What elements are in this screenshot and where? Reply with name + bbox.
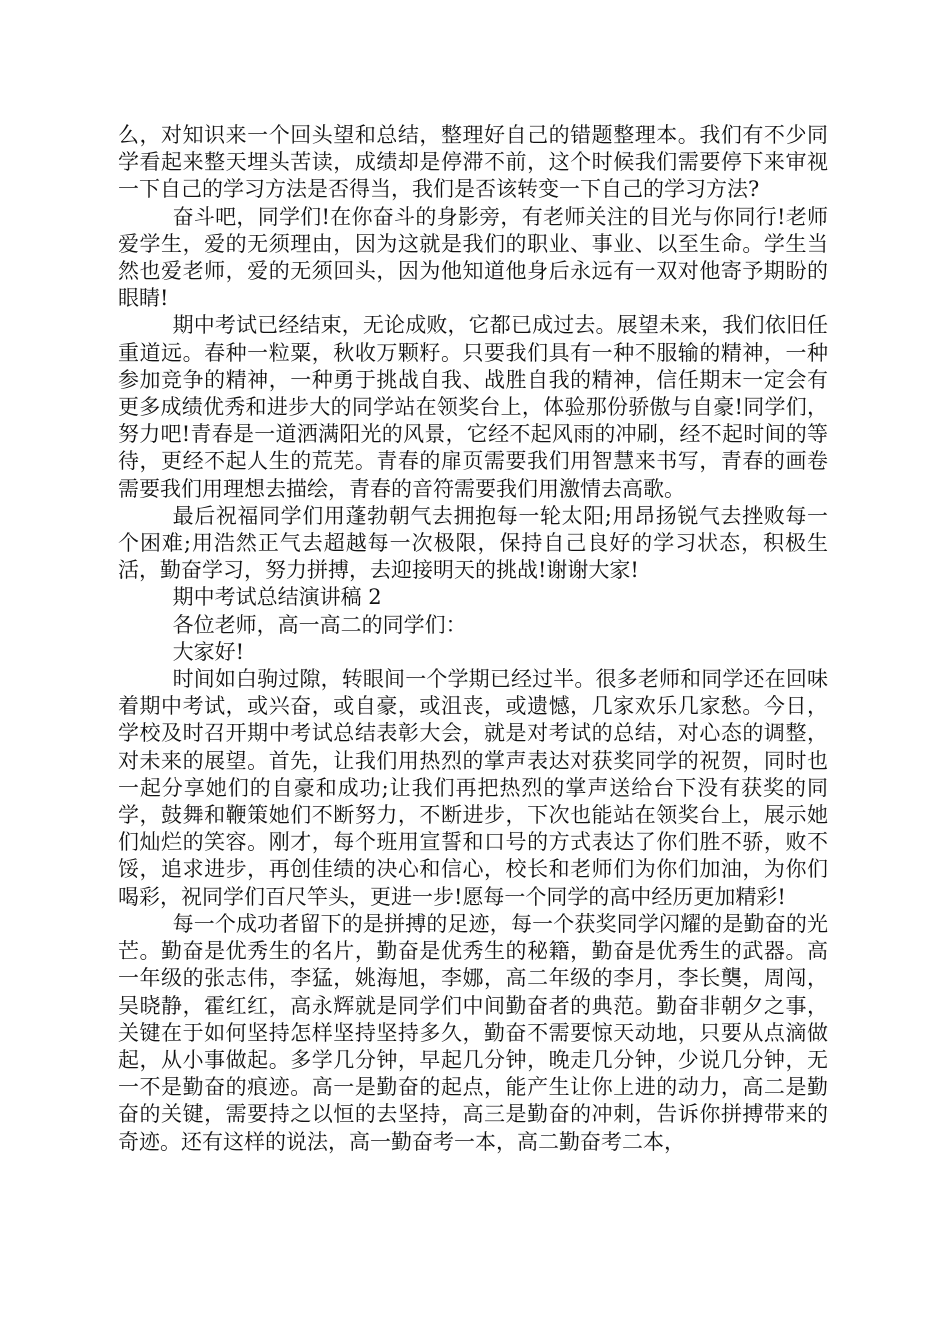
- document-page: [118, 122, 828, 1156]
- greeting: 大家好!: [172, 639, 245, 664]
- paragraph: 每一个成功者留下的是拼搏的足迹，每一个获奖同学闪耀的是勤奋的光芒。勤奋是优秀生的名片，勤奋是优秀生的秘籍，勤奋是优秀生的武器。高一年级的张志伟，李猛，姚海旭，李娜，高二年级的李月，李长龑，周闯，吴晓静，霍红红，高永辉就是同学们中间勤奋者的典范。勤奋非朝夕之事，关键在于如何坚持怎样坚持坚持多久，勤奋不需要惊天动地，只要从点滴做起，从小事做起。多学几分钟，早起几分钟，晚走几分钟，少说几分钟，无一不是勤奋的痕迹。高一是勤奋的起点，能产生让你上进的动力，高二是勤奋的关键，需要持之以恒的去坚持，高三是勤奋的冲刺，告诉你拼搏带来的奇迹。还有这样的说法，高一勤奋考一本，高二勤奋考二本，: [118, 911, 828, 1154]
- section-title: 期中考试总结演讲稿 2: [172, 585, 382, 610]
- paragraph-continued: 么，对知识来一个回头望和总结，整理好自己的错题整理本。我们有不少同学看起来整天埋头苦读，成绩却是停滞不前，这个时候我们需要停下来审视一下自己的学习方法是否得当，我们是否该转变一下自己的学习方法?: [118, 123, 828, 202]
- paragraph: 期中考试已经结束，无论成败，它都已成过去。展望未来，我们依旧任重道远。春种一粒粟，秋收万颗籽。只要我们具有一种不服输的精神，一种参加竞争的精神，一种勇于挑战自我、战胜自我的精神，信任期末一定会有更多成绩优秀和进步大的同学站在领奖台上，体验那份骄傲与自豪!同学们，努力吧!青春是一道洒满阳光的风景，它经不起风雨的冲刷，经不起时间的等待，更经不起人生的荒芜。青春的扉页需要我们用智慧来书写，青春的画卷需要我们用理想去描绘，青春的音符需要我们用激情去高歌。: [118, 313, 828, 501]
- salutation: 各位老师，高一高二的同学们：: [172, 612, 467, 637]
- paragraph: 奋斗吧，同学们!在你奋斗的身影旁，有老师关注的目光与你同行!老师爱学生，爱的无须理由，因为这就是我们的职业、事业、以至生命。学生当然也爱老师，爱的无须回头，因为他知道他身后永远有一双对他寄予期盼的眼睛!: [118, 204, 828, 311]
- paragraph: 最后祝福同学们用蓬勃朝气去拥抱每一轮太阳;用昂扬锐气去挫败每一个困难;用浩然正气去超越每一次极限，保持自己良好的学习状态，积极生活，勤奋学习，努力拼搏，去迎接明天的挑战!谢谢大家!: [118, 503, 828, 583]
- paragraph: 时间如白驹过隙，转眼间一个学期已经过半。很多老师和同学还在回味着期中考试，或兴奋，或自豪，或沮丧，或遗憾，几家欢乐几家愁。今日，学校及时召开期中考试总结表彰大会，就是对考试的总结，对心态的调整，对未来的展望。首先，让我们用热烈的掌声表达对获奖同学的祝贺，同时也一起分享她们的自豪和成功;让我们再把热烈的掌声送给台下没有获奖的同学，鼓舞和鞭策她们不断努力，不断进步，下次也能站在领奖台上，展示她们灿烂的笑容。刚才，每个班用宣誓和口号的方式表达了你们胜不骄，败不馁，追求进步，再创佳绩的决心和信心，校长和老师们为你们加油，为你们喝彩，祝同学们百尺竿头，更进一步!愿每一个同学的高中经历更加精彩!: [118, 667, 828, 909]
